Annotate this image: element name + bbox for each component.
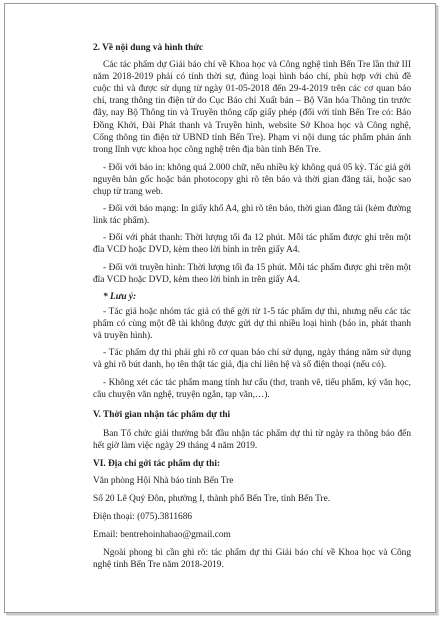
address-street: Số 20 Lê Quý Đôn, phường I, thành phố Bến Tre, tỉnh Bến Tre. <box>93 493 331 504</box>
bullet-online-media: - Đối với báo mạng: In giấy khổ A4, ghi rõ tên báo, thời gian đăng tải (kèm đường link tác phẩm). <box>93 204 411 227</box>
address-organization: Văn phòng Hội Nhà báo tỉnh Bến Tre <box>93 475 234 486</box>
note-item-2: - Tác phẩm dự thi phải ghi rõ cơ quan báo chí sử dụng, ngày tháng năm sử dụng và ghi rõ bút danh, họ tên thật tác giả, địa chỉ liên hệ và số điện thoại (nếu có). <box>93 348 411 371</box>
closing-note: Ngoài phong bì cần ghi rõ: tác phẩm dự thi Giải báo chí về Khoa học và Công nghệ tỉnh Bến Tre năm 2018-2019. <box>93 548 411 571</box>
section-5-body: Ban Tổ chức giải thưởng bắt đầu nhận tác phẩm dự thi từ ngày ra thông báo đến hết giờ làm việc ngày 29 tháng 4 năm 2019. <box>93 428 411 451</box>
section-6-heading: VI. Địa chỉ gởi tác phẩm dự thi: <box>93 458 221 469</box>
bullet-print-media: - Đối với báo in: không quá 2.000 chữ, nếu nhiều kỳ không quá 05 kỳ. Tác giả gởi nguyên bản gốc hoặc bản photocopy ghi rõ tên báo và thời gian đăng tải, hoặc sao chụp từ trang web. <box>93 162 411 198</box>
bullet-television: - Đối với truyền hình: Thời lượng tối đa 15 phút. Mỗi tác phẩm được ghi trên một đĩa VCD hoặc DVD, kèm theo lời bình in trên giấy A4. <box>93 262 411 285</box>
bullet-radio: - Đối với phát thanh: Thời lượng tối đa 12 phút. Mỗi tác phẩm được ghi trên một đĩa VCD hoặc DVD, kèm theo lời bình in trên giấy A4. <box>93 233 411 256</box>
note-title: * Lưu ý: <box>103 291 137 302</box>
note-item-3: - Không xét các tác phẩm mang tính hư cấu (thơ, tranh vẽ, tiểu phẩm, ký văn học, câu chuyện văn nghệ, truyện ngắn, tạp văn,…). <box>93 378 411 401</box>
phone-number: Điện thoại: (075).3811686 <box>93 512 193 522</box>
section-2-intro: Các tác phẩm dự Giải báo chí về Khoa học và Công nghệ tỉnh Bến Tre lần thứ III năm 2018-2019 phải có tính thời sự, đúng loại hình báo chí, phù hợp với chủ đề cuộc thi và được sử dụng từ ngày 01-05-2018 đến 29-4-2019 trên các cơ quan báo chí, trang thông tin điện tử do Cục Báo chí Xuất bản – Bộ Văn hóa Thông tin trước đây, nay Bộ Thông tin và Truyền thông cấp giấy phép (đối với tỉnh Bến Tre có: Báo Đồng Khởi, Đài Phát thanh và Truyền hình, website Sở Khoa học và Công nghệ, Cổng thông tin điện tử UBND tỉnh Bến Tre). Phạm vi nội dung tác phẩm phản ánh trong lĩnh vực khoa học công nghệ trên địa bàn tỉnh Bến Tre. <box>93 60 411 155</box>
email-address: Email: bentrehoinhabao@gmail.com <box>93 530 231 541</box>
document-page <box>4 3 436 613</box>
note-item-1: - Tác giả hoặc nhóm tác giả có thể gởi từ 1-5 tác phẩm dự thi, nhưng nếu các tác phẩm có cùng một đề tài không được gửi dự thi nhiều loại hình (báo in, phát thanh và truyền hình). <box>93 306 411 341</box>
section-2-heading: 2. Về nội dung và hình thức <box>93 43 204 53</box>
section-5-heading: V. Thời gian nhận tác phẩm dự thi <box>93 410 231 421</box>
document-body <box>93 42 411 571</box>
